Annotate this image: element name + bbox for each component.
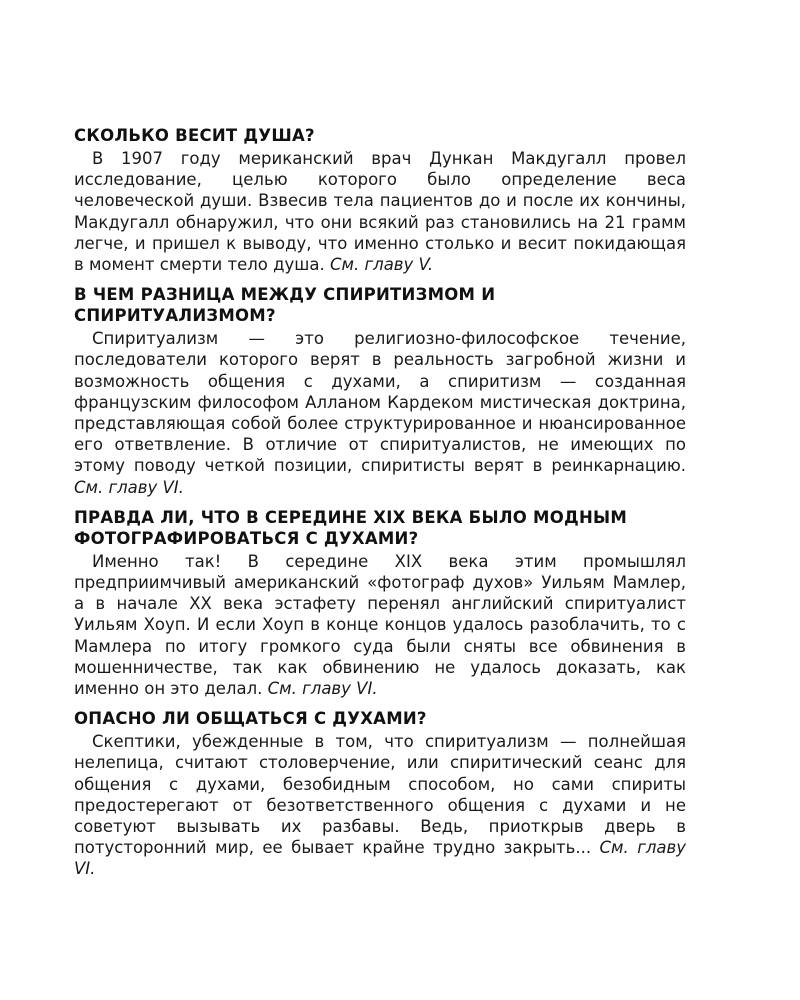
chapter-reference: См. главу VI.	[74, 477, 184, 497]
page-content	[74, 125, 686, 889]
section-heading: ПРАВДА ЛИ, ЧТО В СЕРЕДИНЕ XIX ВЕКА БЫЛО МОДНЫМ ФОТОГРАФИРОВАТЬСЯ С ДУХАМИ?	[74, 507, 628, 548]
section-body	[74, 328, 686, 498]
section-heading: СКОЛЬКО ВЕСИТ ДУША?	[74, 126, 315, 145]
section-heading: В ЧЕМ РАЗНИЦА МЕЖДУ СПИРИТИЗМОМ И СПИРИТУАЛИЗМОМ?	[74, 285, 496, 326]
section-spirit-photography	[74, 507, 686, 699]
chapter-reference: См. главу VI.	[74, 838, 687, 879]
section-heading: ОПАСНО ЛИ ОБЩАТЬСЯ С ДУХАМИ?	[74, 709, 427, 729]
chapter-reference: См. главу V.	[330, 255, 434, 275]
section-body	[74, 731, 686, 879]
body-text: Именно так! В середине XIX века этим промышлял предприимчивый американский «фотограф духов» Уильям Мамлер, а в начале XX века эстафету перенял английский спиритуалист Уильям Хоуп. И если Хоуп в конце концов удалось разоблачить, то с Мамлера по итогу громкого суда были сняты все обвинения в мошенничестве, так как обвинению не удалось доказать, как именно он это делал.	[74, 551, 686, 699]
section-body	[74, 148, 686, 275]
body-text: В 1907 году мериканский врач Дункан Макдугалл провел исследование, целью которого было определение веса человеческой души. Взвесив тела пациентов до и после их кончины, Макдугалл обнаружил, что они всякий раз становились на 21 грамм легче, и пришел к выводу, что именно столько и весит покидающая в момент смерти тело душа.	[74, 149, 686, 275]
section-body	[74, 551, 686, 699]
section-spirit-danger	[74, 708, 686, 879]
section-soul-weight	[74, 125, 686, 275]
section-spiritism-difference	[74, 284, 686, 498]
body-text: Спиритуализм — это религиозно-философское течение, последователи которого верят в реальность загробной жизни и возможность общения с духами, а спиритизм — созданная французским философом Алланом Кардеком мистическая доктрина, представляющая собой более структурированное и нюансированное его ответвление. В отличие от спиритуалистов, не имеющих по этому поводу четкой позиции, спиритисты верят в реинкарнацию.	[74, 329, 686, 476]
chapter-reference: См. главу VI.	[267, 679, 378, 699]
body-text: Скептики, убежденные в том, что спиритуализм — полнейшая нелепица, считают столоверчение, или спиритический сеанс для общения с духами, безобидным способом, но сами спириты предостерегают от безответственного общения с духами и не советуют вызывать их разбавы. Ведь, приоткрыв дверь в потусторонний мир, ее бывает крайне трудно закрыть...	[74, 732, 686, 858]
